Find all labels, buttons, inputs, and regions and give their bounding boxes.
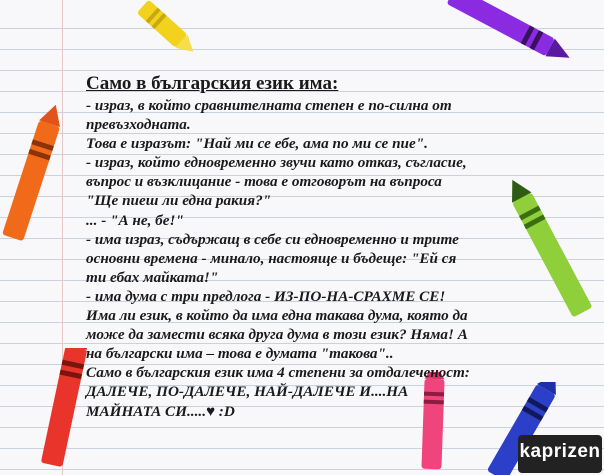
note-line: основни времена - минало, настояще и бъдеще: "Ей ся	[86, 249, 457, 267]
note-line: "Ще пиеш ли една ракия?"	[86, 192, 272, 210]
note-line: може да замести всяка друга дума в този език? Няма! А	[86, 326, 468, 344]
note-line: превъзходната.	[86, 116, 191, 134]
note-line: ... - "А не, бе!"	[86, 211, 184, 229]
purple-crayon	[438, 0, 588, 70]
note-line: ти ебах майката!"	[86, 268, 219, 286]
note-line: - израз, в който сравнителната степен е по-силна от	[86, 97, 452, 114]
orange-crayon	[0, 90, 62, 290]
note-line: въпрос и възклицание - това е отговорът на въпроса	[86, 173, 442, 191]
site-watermark-logo: kaprizen	[518, 435, 602, 473]
note-line: - израз, който едновременно звучи като отказ, съгласие,	[86, 154, 467, 172]
note-line: на български има – това е думата "такова"..	[86, 345, 394, 363]
note-line: МАЙНАТА СИ.....♥ :D	[86, 402, 235, 420]
note-text-block	[86, 72, 526, 421]
note-title: Само в българския език има:	[86, 73, 339, 94]
note-line: - има дума с три предлога - ИЗ-ПО-НА-СРАХМЕ СЕ!	[86, 287, 446, 305]
note-line: ДАЛЕЧЕ, ПО-ДАЛЕЧЕ, НАЙ-ДАЛЕЧЕ И....НА	[86, 383, 409, 401]
note-line: - има израз, съдържащ в себе си едновременно и трите	[86, 230, 459, 248]
note-line: Това е изразът: "Най ми се ебе, ама по ми се пие".	[86, 135, 428, 153]
note-line: Има ли език, в който да има една такава дума, която да	[86, 307, 468, 325]
yellow-crayon	[128, 0, 208, 64]
note-line: Само в българския език има 4 степени за отдалеченост:	[86, 364, 470, 382]
